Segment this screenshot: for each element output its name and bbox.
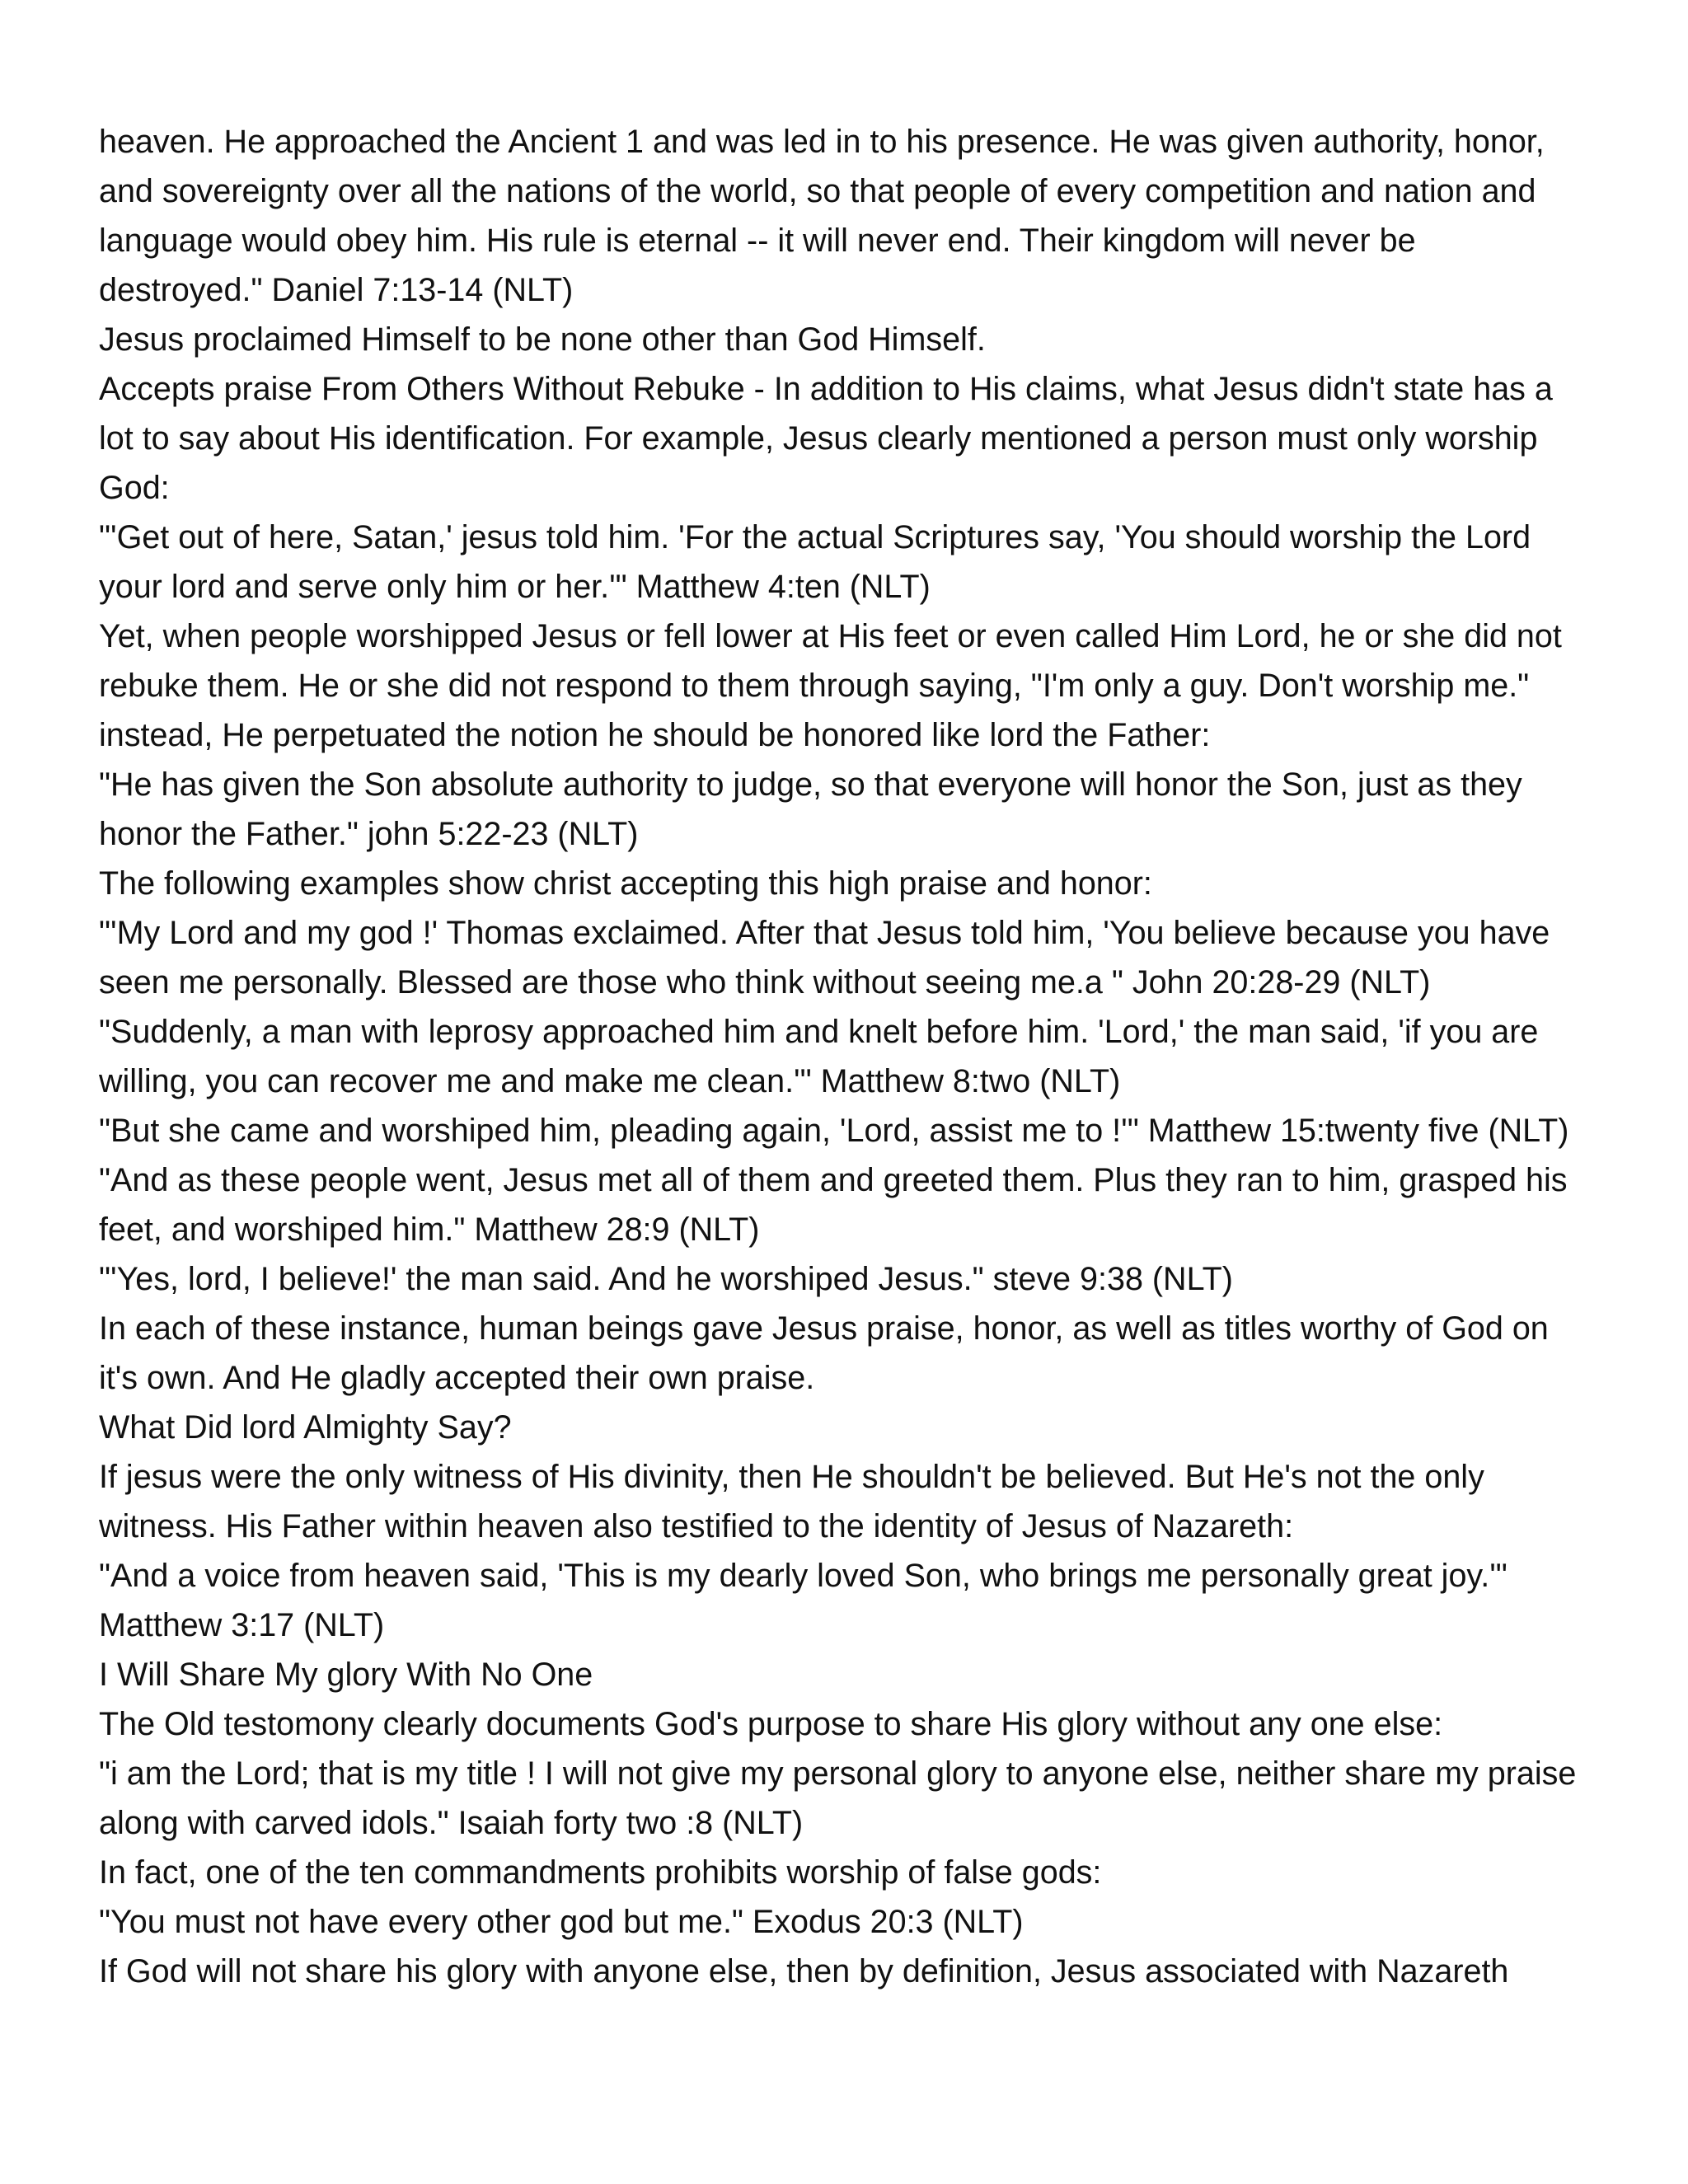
section-heading-what-did-lord-say: What Did lord Almighty Say? bbox=[99, 1409, 512, 1446]
paragraph-matthew-4: "'Get out of here, Satan,' jesus told him. 'For the actual Scriptures say, 'You should worship the Lord your lord and serve only him or her.'" Matthew 4:ten (NLT) bbox=[99, 519, 1531, 605]
paragraph-only-witness: If jesus were the only witness of His divinity, then He shouldn't be believed. But He's not the only witness. His Father within heaven also testified to the identity of Jesus of Nazareth: bbox=[99, 1459, 1484, 1544]
paragraph-matthew-8: "Suddenly, a man with leprosy approached him and knelt before him. 'Lord,' the man said, 'if you are willing, you can recover me and make me clean.'" Matthew 8:two (NLT) bbox=[99, 1014, 1539, 1099]
paragraph-matthew-28: "And as these people went, Jesus met all of them and greeted them. Plus they ran to him, grasped his feet, and worshiped him." Matthew 28:9 (NLT) bbox=[99, 1162, 1568, 1248]
paragraph-isaiah-42: "i am the Lord; that is my title ! I will not give my personal glory to anyone else, neither share my praise along with carved idols." Isaiah forty two :8 (NLT) bbox=[99, 1755, 1577, 1841]
paragraph-matthew-15: "But she came and worshiped him, pleading again, 'Lord, assist me to !'" Matthew 15:twenty five (NLT) bbox=[99, 1113, 1569, 1149]
paragraph-john-9: "'Yes, lord, I believe!' the man said. And he worshiped Jesus." steve 9:38 (NLT) bbox=[99, 1261, 1233, 1297]
paragraph-proclaimed-god: Jesus proclaimed Himself to be none other than God Himself. bbox=[99, 321, 986, 358]
paragraph-ten-commandments: In fact, one of the ten commandments prohibits worship of false gods: bbox=[99, 1854, 1102, 1891]
section-heading-share-glory: I Will Share My glory With No One bbox=[99, 1657, 593, 1693]
paragraph-old-testament: The Old testomony clearly documents God's purpose to share His glory without any one else: bbox=[99, 1706, 1443, 1742]
document-page bbox=[99, 117, 1582, 1996]
paragraph-examples-intro: The following examples show christ accepting this high praise and honor: bbox=[99, 865, 1152, 902]
paragraph-worshipped-jesus: Yet, when people worshipped Jesus or fell lower at His feet or even called Him Lord, he or she did not rebuke them. He or she did not respond to them through saying, "I'm only a guy. Don't worship me." instead, He perpetuated the notion he should be honored like lord the Father: bbox=[99, 618, 1562, 753]
paragraph-accepts-praise: Accepts praise From Others Without Rebuke - In addition to His claims, what Jesus didn't state has a lot to say about His identification. For example, Jesus clearly mentioned a person must only worship God: bbox=[99, 371, 1553, 506]
paragraph-conclusion-start: If God will not share his glory with anyone else, then by definition, Jesus associated with Nazareth bbox=[99, 1953, 1509, 1990]
paragraph-john-20: "'My Lord and my god !' Thomas exclaimed. After that Jesus told him, 'You believe because you have seen me personally. Blessed are those who think without seeing me.a " John 20:28-29 (NLT) bbox=[99, 915, 1550, 1001]
paragraph-matthew-3: "And a voice from heaven said, 'This is my dearly loved Son, who brings me personally great joy.'" Matthew 3:17 (NLT) bbox=[99, 1558, 1507, 1643]
paragraph-exodus-20: "You must not have every other god but me." Exodus 20:3 (NLT) bbox=[99, 1904, 1024, 1940]
paragraph-instances-summary: In each of these instance, human beings gave Jesus praise, honor, as well as titles worthy of God on it's own. And He gladly accepted their own praise. bbox=[99, 1310, 1549, 1396]
paragraph-john-5: "He has given the Son absolute authority to judge, so that everyone will honor the Son, just as they honor the Father." john 5:22-23 (NLT) bbox=[99, 766, 1522, 852]
paragraph-daniel-quote: heaven. He approached the Ancient 1 and was led in to his presence. He was given authority, honor, and sovereignty over all the nations of the world, so that people of every competition and nation and language would obey him. His rule is eternal -- it will never end. Their kingdom will never be destroyed." Daniel 7:13-14 (NLT) bbox=[99, 124, 1545, 308]
